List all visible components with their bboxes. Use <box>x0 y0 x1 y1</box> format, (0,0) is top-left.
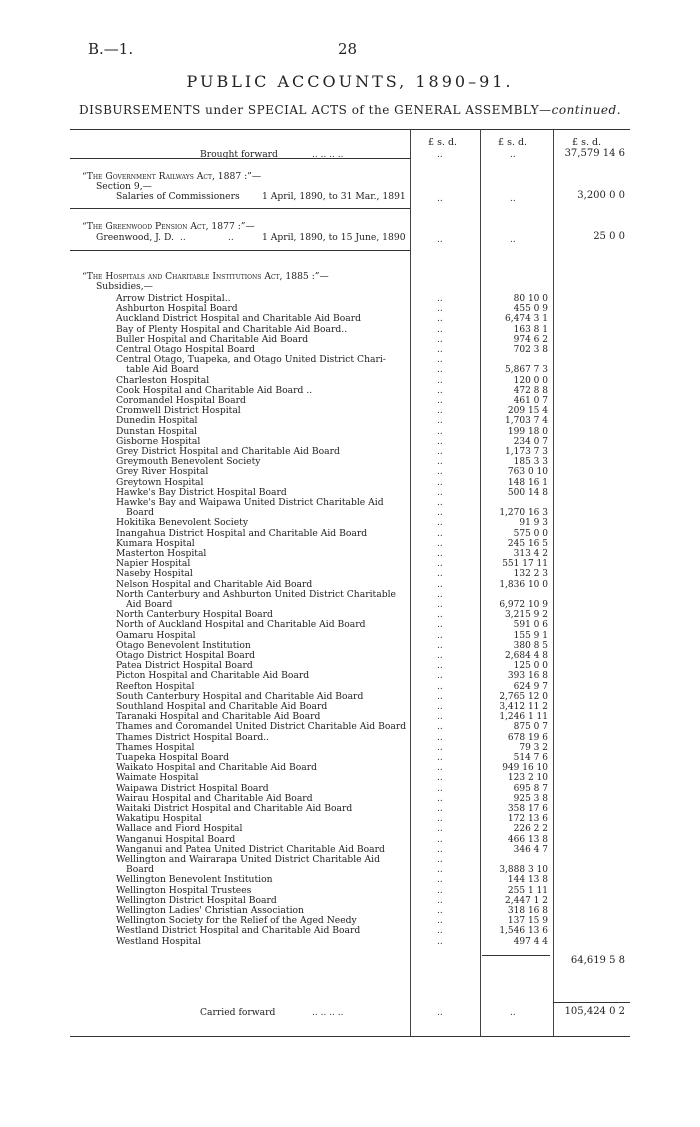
col2-dots: .. <box>510 1008 516 1018</box>
col1-dots: .. <box>437 926 443 937</box>
hospital-name: Tuapeka Hospital Board <box>116 752 229 763</box>
hospital-name: Nelson Hospital and Charitable Aid Board <box>116 578 313 590</box>
col1-dots: .. <box>437 447 443 457</box>
hospital-name: Waitaki District Hospital and Charitable Aid Board <box>116 803 353 814</box>
document-code: B.—1. <box>88 40 134 58</box>
hospital-amount: 234 0 7 <box>513 436 548 447</box>
railways-act-section: Section 9,— <box>96 181 152 192</box>
hospital-amount: 5,867 7 3 <box>505 365 548 376</box>
hospital-name: Reefton Hospital <box>116 680 195 692</box>
dot-leader: .. <box>228 233 234 243</box>
col1-dots: .. <box>437 620 443 631</box>
col1-dots: .. <box>437 579 443 590</box>
hospital-name: Taranaki Hospital and Charitable Aid Board <box>116 711 321 723</box>
hospital-name: Thames District Hospital Board.. <box>116 731 270 743</box>
hospital-name: Dunstan Hospital <box>116 425 198 437</box>
hospital-amount: 2,447 1 2 <box>505 895 548 906</box>
hospital-amount: 2,765 12 0 <box>499 691 548 702</box>
hospital-amount: 172 13 6 <box>507 814 548 825</box>
hospital-name: table Aid Board <box>126 364 199 376</box>
hospital-name: Gisborne Hospital <box>116 435 201 447</box>
col1-dots: .. <box>437 661 443 672</box>
hospital-name: Westland District Hospital and Charitable Aid Board <box>116 925 361 937</box>
col2-dots: .. <box>510 235 516 245</box>
col1-dots: .. <box>437 345 443 355</box>
hospital-amount: 120 0 0 <box>513 375 548 386</box>
hospital-name: Greymouth Benevolent Society <box>116 456 261 468</box>
col1-dots: .. <box>437 640 443 651</box>
col1-dots: .. <box>437 630 443 641</box>
col1-dots: .. <box>437 549 443 559</box>
col1-dots: .. <box>437 294 443 304</box>
hospital-name: Wellington Hospital Trustees <box>116 884 252 896</box>
hospital-name: North Canterbury Hospital Board <box>116 609 273 621</box>
col1-dots: .. <box>437 865 443 876</box>
col1-dots: .. <box>437 885 443 896</box>
hospitals-total: 64,619 5 8 <box>570 955 625 966</box>
col1-dots: .. <box>437 518 443 529</box>
col1-dots: .. <box>437 804 443 814</box>
hospital-name: Picton Hospital and Charitable Aid Board <box>116 670 310 682</box>
hospital-name: Thames Hospital <box>116 741 195 753</box>
hospital-amount: 624 9 7 <box>513 681 548 692</box>
col1-dots: .. <box>437 906 443 916</box>
hospital-name: Aid Board <box>126 599 173 610</box>
col1-dots: .. <box>437 742 443 753</box>
hospital-name: Wellington Ladies' Christian Association <box>116 905 304 916</box>
hospital-amount: 79 3 2 <box>519 742 548 753</box>
hospital-amount: 6,972 10 9 <box>499 600 548 610</box>
col1-dots: .. <box>437 324 443 335</box>
page-title: PUBLIC ACCOUNTS, 1890–91. <box>186 72 514 91</box>
col1-dots: .. <box>437 589 443 600</box>
col1-dots: .. <box>437 793 443 804</box>
hospital-name: Hawke's Bay District Hospital Board <box>116 486 287 498</box>
hospital-amount: 1,836 10 0 <box>499 579 548 590</box>
hospital-name: Grey River Hospital <box>116 466 209 478</box>
col1-dots: .. <box>437 702 443 712</box>
hospital-name: South Canterbury Hospital and Charitable Aid Board <box>116 690 364 702</box>
col1-dots: .. <box>437 235 443 245</box>
col1-dots: .. <box>437 334 443 345</box>
col1-dots: .. <box>437 477 443 488</box>
col1-dots: .. <box>437 375 443 386</box>
column-header-3: £ s. d. <box>572 137 602 148</box>
col2-dots: .. <box>510 150 516 160</box>
hospital-name: Southland Hospital and Charitable Aid Board <box>116 701 328 712</box>
col1-dots: .. <box>437 314 443 325</box>
hospital-name: Central Otago, Tuapeka, and Otago United District Chari- <box>116 354 386 366</box>
hospital-amount: 380 8 5 <box>513 640 548 651</box>
hospital-name: Wairau Hospital and Charitable Aid Board <box>116 792 313 804</box>
col1-dots: .. <box>437 753 443 763</box>
hospital-amount: 91 9 3 <box>519 518 548 529</box>
col1-dots: .. <box>437 814 443 825</box>
railways-act-item: Salaries of Commissioners <box>116 191 240 202</box>
hospital-amount: 185 3 3 <box>513 457 548 468</box>
hospital-amount: 155 9 1 <box>513 630 548 641</box>
hospital-amount: 318 16 8 <box>507 906 548 916</box>
hospital-amount: 551 17 11 <box>502 559 548 570</box>
hospital-name: North Canterbury and Ashburton United District Charitable <box>116 588 396 600</box>
col1-dots: .. <box>437 385 443 396</box>
col1-dots: .. <box>437 824 443 835</box>
hospital-name: Dunedin Hospital <box>116 415 198 427</box>
greenwood-act-period: 1 April, 1890, to 15 June, 1890 <box>262 232 406 243</box>
col1-dots: .. <box>437 528 443 539</box>
hospital-amount: 3,412 11 2 <box>499 702 548 712</box>
hospital-amount: 949 16 10 <box>502 763 548 774</box>
hospital-amount: 514 7 6 <box>513 753 548 763</box>
brought-forward-label: Brought forward <box>200 149 278 160</box>
hospital-amount: 497 4 4 <box>513 936 548 947</box>
hospital-amount: 313 4 2 <box>513 549 548 559</box>
col1-dots: .. <box>437 559 443 570</box>
hospital-amount: 1,546 13 6 <box>499 926 548 937</box>
hospital-name: Wanganui Hospital Board <box>116 833 236 845</box>
column-header-1: £ s. d. <box>428 137 458 148</box>
subtotal-underline <box>482 955 550 956</box>
col1-dots: .. <box>437 844 443 855</box>
railways-act-period: 1 April, 1890, to 31 Mar., 1891 <box>262 191 406 202</box>
hospital-name: Wellington and Wairarapa United District Charitable Aid <box>116 854 380 865</box>
hospital-amount: 144 13 8 <box>507 875 548 886</box>
hospital-amount: 472 8 8 <box>513 385 548 396</box>
col1-dots: .. <box>437 569 443 580</box>
col1-dots: .. <box>437 487 443 498</box>
col1-dots: .. <box>437 194 443 204</box>
col1-dots: .. <box>437 875 443 886</box>
hospital-name: Wakatipu Hospital <box>116 813 202 825</box>
col1-dots: .. <box>437 1008 443 1018</box>
hospital-name: Grey District Hospital and Charitable Aid Board <box>116 446 340 457</box>
hospitals-act-subsidies: Subsidies,— <box>96 281 153 292</box>
railways-act-heading: “The Government Railways Act, 1887 :”— <box>82 171 262 182</box>
hospital-name: Ashburton Hospital Board <box>116 303 238 315</box>
col1-dots: .. <box>437 671 443 682</box>
hospital-name: Hokitika Benevolent Society <box>116 517 249 529</box>
hospital-amount: 1,703 7 4 <box>505 416 548 427</box>
hospital-amount: 80 10 0 <box>513 294 548 304</box>
hospital-name: Bay of Plenty Hospital and Charitable Aid Board.. <box>116 323 348 335</box>
hospital-amount: 3,888 3 10 <box>499 865 548 876</box>
hospital-name: Waipawa District Hospital Board <box>116 782 269 794</box>
dot-leader: .. .. .. .. <box>312 150 344 160</box>
hospital-amount: 358 17 6 <box>507 804 548 814</box>
hospital-name: Cook Hospital and Charitable Aid Board .. <box>116 384 313 396</box>
hospital-name: Naseby Hospital <box>116 568 193 580</box>
hospitals-act-heading: “The Hospitals and Charitable Institutions Act, 1885 :”— <box>82 271 329 282</box>
col1-dots: .. <box>437 783 443 794</box>
hospital-name: Masterton Hospital <box>116 548 207 559</box>
hospital-name: Waimate Hospital <box>116 772 199 784</box>
hospital-amount: 575 0 0 <box>513 528 548 539</box>
hospital-amount: 695 8 7 <box>513 783 548 794</box>
col1-dots: .. <box>437 600 443 610</box>
hospital-name: Thames and Coromandel United District Charitable Aid Board <box>116 721 407 733</box>
hospital-amount: 763 0 10 <box>507 467 548 478</box>
hospital-name: Waikato Hospital and Charitable Aid Board <box>116 762 318 774</box>
col1-dots: .. <box>437 426 443 437</box>
hospital-name: Westland Hospital <box>116 935 201 947</box>
greenwood-act-heading: “The Greenwood Pension Act, 1877 :”— <box>82 221 255 232</box>
col2-dots: .. <box>510 194 516 204</box>
hospital-amount: 875 0 7 <box>513 722 548 733</box>
hospital-name: Wellington District Hospital Board <box>116 894 277 906</box>
hospital-amount: 163 8 1 <box>513 324 548 335</box>
col1-dots: .. <box>437 681 443 692</box>
column-divider-1 <box>410 129 411 1036</box>
col1-dots: .. <box>437 508 443 519</box>
hospital-name: Wellington Benevolent Institution <box>116 874 273 886</box>
hospital-amount: 591 0 6 <box>513 620 548 631</box>
hospital-amount: 2,684 4 8 <box>505 651 548 661</box>
col1-dots: .. <box>437 895 443 906</box>
col1-dots: .. <box>437 396 443 406</box>
col1-dots: .. <box>437 498 443 508</box>
col1-dots: .. <box>437 150 443 160</box>
page-subtitle <box>0 103 700 117</box>
hospital-amount: 1,246 1 11 <box>499 712 548 723</box>
dot-leader: .. .. .. .. <box>312 1008 344 1018</box>
railways-act-total: 3,200 0 0 <box>577 190 625 201</box>
greenwood-act-total: 25 0 0 <box>593 231 625 242</box>
hospital-amount: 209 15 4 <box>507 406 548 417</box>
hospital-name: Otago Benevolent Institution <box>116 639 251 651</box>
col1-dots: .. <box>437 722 443 733</box>
subtitle-continued: —continued. <box>539 103 622 117</box>
hospital-name: Inangahua District Hospital and Charitable Aid Board <box>116 527 368 539</box>
hospital-name: Patea District Hospital Board <box>116 660 253 672</box>
column-header-2: £ s. d. <box>498 137 528 148</box>
dot-leader: .. <box>180 233 186 243</box>
column-divider-3 <box>553 129 554 1036</box>
hospital-amount: 702 3 8 <box>513 345 548 355</box>
section-rule <box>70 208 410 209</box>
col1-dots: .. <box>437 936 443 947</box>
col1-dots: .. <box>437 538 443 549</box>
carried-forward-box-top <box>553 1002 630 1003</box>
hospital-name: Napier Hospital <box>116 558 191 570</box>
hospital-name: Wanganui and Patea United District Charitable Aid Board <box>116 843 385 855</box>
col1-dots: .. <box>437 406 443 417</box>
col1-dots: .. <box>437 467 443 478</box>
hospital-name: Wellington Society for the Relief of the Aged Needy <box>116 915 357 927</box>
hospital-amount: 1,270 16 3 <box>499 508 548 519</box>
hospital-amount: 137 15 9 <box>507 916 548 927</box>
hospital-name: Auckland District Hospital and Charitable Aid Board <box>116 313 362 325</box>
hospital-name: Kumara Hospital <box>116 537 195 549</box>
hospital-name: Wallace and Fiord Hospital <box>116 823 243 835</box>
hospital-amount: 455 0 9 <box>513 304 548 315</box>
hospital-amount: 500 14 8 <box>507 487 548 498</box>
hospital-name: Greytown Hospital <box>116 476 204 488</box>
hospital-name: North of Auckland Hospital and Charitable Aid Board <box>116 619 366 631</box>
hospital-name: Coromandel Hospital Board <box>116 395 246 406</box>
hospital-name: Central Otago Hospital Board <box>116 344 255 355</box>
hospital-name: Cromwell District Hospital <box>116 405 241 417</box>
col1-dots: .. <box>437 304 443 315</box>
page-number: 28 <box>338 40 358 58</box>
col1-dots: .. <box>437 732 443 743</box>
carried-forward-total: 105,424 0 2 <box>564 1006 625 1017</box>
col1-dots: .. <box>437 457 443 468</box>
hospital-amount: 245 16 5 <box>507 538 548 549</box>
col1-dots: .. <box>437 651 443 661</box>
hospital-name: Board <box>126 507 155 519</box>
hospital-name: Charleston Hospital <box>116 374 210 386</box>
col1-dots: .. <box>437 691 443 702</box>
subtitle-main: DISBURSEMENTS under SPECIAL ACTS of the GENERAL ASSEMBLY <box>78 103 540 117</box>
hospital-amount: 6,474 3 1 <box>505 314 548 325</box>
hospital-amount: 974 6 2 <box>513 334 548 345</box>
hospital-amount: 461 0 7 <box>513 396 548 406</box>
hospital-name: Oamaru Hospital <box>116 629 196 641</box>
col1-dots: .. <box>437 773 443 784</box>
hospital-amount: 125 0 0 <box>513 661 548 672</box>
hospital-amount: 148 16 1 <box>507 477 548 488</box>
hospital-amount: 255 1 11 <box>507 885 548 896</box>
hospital-amount: 346 4 7 <box>513 844 548 855</box>
col1-dots: .. <box>437 916 443 927</box>
hospital-name: Arrow District Hospital.. <box>116 293 231 304</box>
hospital-amount: 925 3 8 <box>513 793 548 804</box>
col1-dots: .. <box>437 436 443 447</box>
hospital-amount: 132 2 3 <box>513 569 548 580</box>
carried-forward-label: Carried forward <box>200 1007 276 1018</box>
col1-dots: .. <box>437 763 443 774</box>
col1-dots: .. <box>437 855 443 865</box>
brought-forward-total: 37,579 14 6 <box>564 148 625 159</box>
hospital-amount: 199 18 0 <box>507 426 548 437</box>
hospital-amount: 123 2 10 <box>507 773 548 784</box>
greenwood-act-item: Greenwood, J. D. <box>96 232 174 243</box>
hospital-name: Hawke's Bay and Waipawa United District Charitable Aid <box>116 497 384 508</box>
col1-dots: .. <box>437 712 443 723</box>
hospital-name: Buller Hospital and Charitable Aid Board <box>116 333 309 345</box>
col1-dots: .. <box>437 416 443 427</box>
table-bottom-rule <box>70 1036 630 1037</box>
col1-dots: .. <box>437 365 443 376</box>
hospital-amount: 678 19 6 <box>507 732 548 743</box>
table-top-rule <box>70 129 630 130</box>
col1-dots: .. <box>437 610 443 621</box>
hospital-amount: 393 16 8 <box>507 671 548 682</box>
hospital-name: Otago District Hospital Board <box>116 650 255 661</box>
hospital-amount: 3,215 9 2 <box>505 610 548 621</box>
hospital-amount: 1,173 7 3 <box>505 447 548 457</box>
hospital-name: Board <box>126 864 155 876</box>
section-rule <box>70 250 410 251</box>
col1-dots: .. <box>437 355 443 366</box>
hospital-amount: 466 13 8 <box>507 834 548 845</box>
col1-dots: .. <box>437 834 443 845</box>
hospital-amount: 226 2 2 <box>513 824 548 835</box>
